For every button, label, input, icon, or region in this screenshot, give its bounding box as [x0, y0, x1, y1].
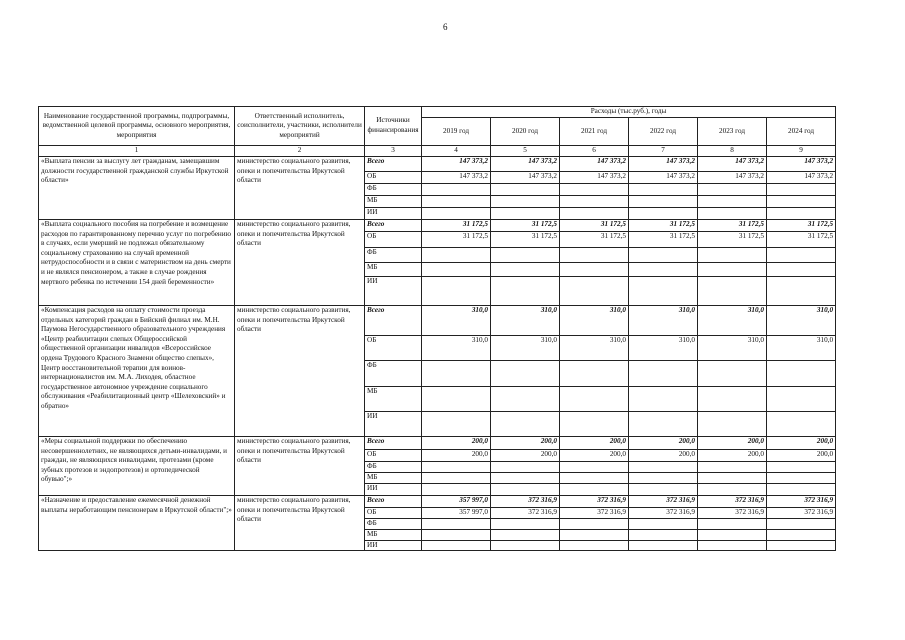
total-value: 31 172,5 — [767, 220, 836, 232]
ob-value: 372 316,9 — [698, 508, 767, 519]
empty-value — [629, 462, 698, 473]
responsible-executor: министерство социального развития, опеки и попечительства Иркутской области — [235, 306, 365, 437]
funding-source: ИИ — [365, 540, 422, 551]
total-value: 310,0 — [698, 306, 767, 336]
funding-source: ОБ — [365, 450, 422, 462]
total-value: 372 316,9 — [767, 496, 836, 508]
ob-value: 357 997,0 — [422, 508, 491, 519]
ob-value: 147 373,2 — [560, 172, 629, 184]
empty-value — [629, 361, 698, 387]
column-numbers-row — [39, 146, 836, 157]
total-value: 200,0 — [767, 437, 836, 450]
funding-source: МБ — [365, 530, 422, 541]
empty-value — [698, 530, 767, 541]
total-value: 147 373,2 — [698, 157, 767, 172]
funding-source: ФБ — [365, 184, 422, 196]
empty-value — [422, 184, 491, 196]
empty-value — [422, 196, 491, 208]
ob-value: 31 172,5 — [767, 232, 836, 248]
empty-value — [629, 277, 698, 306]
empty-value — [767, 248, 836, 263]
empty-value — [560, 361, 629, 387]
empty-value — [767, 196, 836, 208]
empty-value — [767, 462, 836, 473]
empty-value — [629, 263, 698, 277]
column-number: 1 — [39, 146, 235, 157]
total-value: 310,0 — [767, 306, 836, 336]
funding-source: ОБ — [365, 336, 422, 361]
empty-value — [698, 361, 767, 387]
empty-value — [491, 277, 560, 306]
empty-value — [491, 361, 560, 387]
measure-description: «Выплата социального пособия на погребение и возмещение расходов по гарантированному перечню услуг по погребению в случаях, если умерший не подлежал обязательному социальному страхованию на случай временной нетрудоспособности и в связи с материнством на день смерти и не являлся пенсионером, а также в случае рождения мертвого ребенка по истечении 154 дней беременности» — [39, 220, 235, 306]
empty-value — [698, 208, 767, 220]
empty-value — [767, 540, 836, 551]
ob-value: 310,0 — [767, 336, 836, 361]
total-value: 147 373,2 — [767, 157, 836, 172]
empty-value — [698, 540, 767, 551]
ob-value: 310,0 — [422, 336, 491, 361]
total-value: 372 316,9 — [698, 496, 767, 508]
ob-value: 372 316,9 — [629, 508, 698, 519]
ob-value: 200,0 — [491, 450, 560, 462]
funding-source: ИИ — [365, 208, 422, 220]
funding-source: МБ — [365, 196, 422, 208]
empty-value — [767, 530, 836, 541]
measure-description: «Компенсация расходов на оплату стоимости проезда отдельных категорий граждан в Бийский филиал им. М.Н. Паумова Негосударственного образовательного учреждения «Центр реабилитации слепых Общероссийской общественной организации инвалидов «Всероссийское ордена Трудового Красного Знамени общество слепых», Центр восстановительной терапии для воинов-интернационалистов им. М.А. Лиходея, областное государственное автономное учреждение социального обслуживания «Реабилитационный центр «Шелеховский» и обратно» — [39, 306, 235, 437]
column-number: 2 — [235, 146, 365, 157]
empty-value — [629, 184, 698, 196]
header-year: 2019 год — [422, 118, 491, 146]
column-number: 3 — [365, 146, 422, 157]
funding-source: Всего — [365, 306, 422, 336]
empty-value — [491, 462, 560, 473]
empty-value — [629, 248, 698, 263]
ob-value: 31 172,5 — [698, 232, 767, 248]
empty-value — [491, 263, 560, 277]
empty-value — [629, 196, 698, 208]
ob-value: 31 172,5 — [629, 232, 698, 248]
empty-value — [422, 387, 491, 412]
empty-value — [767, 277, 836, 306]
total-value: 31 172,5 — [560, 220, 629, 232]
empty-value — [491, 412, 560, 437]
empty-value — [560, 184, 629, 196]
ob-value: 147 373,2 — [767, 172, 836, 184]
header-sources: Источники финансирования — [365, 107, 422, 146]
empty-value — [560, 387, 629, 412]
column-number: 4 — [422, 146, 491, 157]
empty-value — [560, 462, 629, 473]
funding-source: ОБ — [365, 232, 422, 248]
table-row — [39, 157, 836, 172]
column-number: 8 — [698, 146, 767, 157]
empty-value — [629, 530, 698, 541]
total-value: 310,0 — [422, 306, 491, 336]
total-value: 200,0 — [422, 437, 491, 450]
empty-value — [560, 473, 629, 484]
ob-value: 310,0 — [560, 336, 629, 361]
empty-value — [767, 387, 836, 412]
header-year: 2021 год — [560, 118, 629, 146]
funding-source: МБ — [365, 263, 422, 277]
header-name: Наименование государственной программы, подпрограммы, ведомственной целевой программы, основного мероприятия, мероприятия — [39, 107, 235, 146]
empty-value — [491, 387, 560, 412]
empty-value — [560, 530, 629, 541]
ob-value: 31 172,5 — [491, 232, 560, 248]
header-year: 2024 год — [767, 118, 836, 146]
empty-value — [767, 519, 836, 530]
funding-source: МБ — [365, 473, 422, 484]
empty-value — [560, 519, 629, 530]
funding-source: ФБ — [365, 462, 422, 473]
table-row — [39, 306, 836, 336]
ob-value: 200,0 — [698, 450, 767, 462]
total-value: 31 172,5 — [491, 220, 560, 232]
ob-value: 147 373,2 — [698, 172, 767, 184]
empty-value — [422, 412, 491, 437]
empty-value — [560, 208, 629, 220]
ob-value: 310,0 — [491, 336, 560, 361]
header-year: 2023 год — [698, 118, 767, 146]
empty-value — [560, 540, 629, 551]
empty-value — [698, 473, 767, 484]
responsible-executor: министерство социального развития, опеки и попечительства Иркутской области — [235, 220, 365, 306]
empty-value — [422, 277, 491, 306]
empty-value — [767, 361, 836, 387]
empty-value — [422, 263, 491, 277]
empty-value — [491, 208, 560, 220]
funding-source: ИИ — [365, 277, 422, 306]
empty-value — [422, 361, 491, 387]
total-value: 310,0 — [491, 306, 560, 336]
empty-value — [629, 484, 698, 496]
empty-value — [491, 184, 560, 196]
empty-value — [698, 196, 767, 208]
empty-value — [422, 473, 491, 484]
empty-value — [698, 412, 767, 437]
column-number: 7 — [629, 146, 698, 157]
measure-description: «Меры социальной поддержки по обеспечению несовершеннолетних, не являющихся детьми-инвалидами, и граждан, не являющихся инвалидами, протезами (кроме зубных протезов и эндопротезов) и ортопедической обувью";» — [39, 437, 235, 496]
ob-value: 310,0 — [629, 336, 698, 361]
total-value: 147 373,2 — [629, 157, 698, 172]
empty-value — [698, 248, 767, 263]
budget-table — [38, 106, 836, 551]
empty-value — [629, 519, 698, 530]
ob-value: 372 316,9 — [491, 508, 560, 519]
ob-value: 372 316,9 — [767, 508, 836, 519]
funding-source: ОБ — [365, 172, 422, 184]
empty-value — [629, 387, 698, 412]
empty-value — [629, 208, 698, 220]
empty-value — [698, 263, 767, 277]
ob-value: 200,0 — [629, 450, 698, 462]
responsible-executor: министерство социального развития, опеки и попечительства Иркутской области — [235, 157, 365, 220]
header-year: 2020 год — [491, 118, 560, 146]
total-value: 372 316,9 — [629, 496, 698, 508]
empty-value — [422, 462, 491, 473]
empty-value — [560, 484, 629, 496]
ob-value: 31 172,5 — [422, 232, 491, 248]
ob-value: 200,0 — [422, 450, 491, 462]
total-value: 372 316,9 — [560, 496, 629, 508]
empty-value — [560, 263, 629, 277]
total-value: 147 373,2 — [422, 157, 491, 172]
funding-source: Всего — [365, 437, 422, 450]
header-responsible: Ответственный исполнитель, соисполнители, участники, исполнители мероприятий — [235, 107, 365, 146]
empty-value — [491, 196, 560, 208]
total-value: 372 316,9 — [491, 496, 560, 508]
column-number: 6 — [560, 146, 629, 157]
empty-value — [767, 412, 836, 437]
empty-value — [491, 248, 560, 263]
empty-value — [560, 248, 629, 263]
measure-description: «Назначение и предоставление ежемесячной денежной выплаты неработающим пенсионерам в Иркутской области";» — [39, 496, 235, 551]
empty-value — [491, 484, 560, 496]
ob-value: 200,0 — [767, 450, 836, 462]
measure-description: «Выплата пенсии за выслугу лет гражданам, замещавшим должности государственной гражданской службы Иркутской области» — [39, 157, 235, 220]
funding-source: Всего — [365, 220, 422, 232]
empty-value — [560, 196, 629, 208]
responsible-executor: министерство социального развития, опеки и попечительства Иркутской области — [235, 437, 365, 496]
empty-value — [767, 184, 836, 196]
total-value: 31 172,5 — [629, 220, 698, 232]
total-value: 200,0 — [560, 437, 629, 450]
funding-source: ИИ — [365, 412, 422, 437]
empty-value — [491, 540, 560, 551]
funding-source: ФБ — [365, 361, 422, 387]
empty-value — [767, 208, 836, 220]
header-year: 2022 год — [629, 118, 698, 146]
empty-value — [698, 519, 767, 530]
ob-value: 31 172,5 — [560, 232, 629, 248]
total-value: 147 373,2 — [560, 157, 629, 172]
empty-value — [698, 184, 767, 196]
ob-value: 147 373,2 — [422, 172, 491, 184]
empty-value — [422, 540, 491, 551]
ob-value: 372 316,9 — [560, 508, 629, 519]
total-value: 310,0 — [629, 306, 698, 336]
column-number: 9 — [767, 146, 836, 157]
funding-source: Всего — [365, 157, 422, 172]
funding-source: МБ — [365, 387, 422, 412]
empty-value — [698, 387, 767, 412]
table-row — [39, 496, 836, 508]
empty-value — [560, 412, 629, 437]
funding-source: ИИ — [365, 484, 422, 496]
total-value: 31 172,5 — [698, 220, 767, 232]
empty-value — [491, 473, 560, 484]
total-value: 310,0 — [560, 306, 629, 336]
total-value: 200,0 — [491, 437, 560, 450]
total-value: 357 997,0 — [422, 496, 491, 508]
empty-value — [422, 484, 491, 496]
empty-value — [698, 277, 767, 306]
total-value: 200,0 — [698, 437, 767, 450]
table-body — [39, 107, 836, 551]
empty-value — [422, 208, 491, 220]
empty-value — [767, 484, 836, 496]
table-row — [39, 220, 836, 232]
column-number: 5 — [491, 146, 560, 157]
empty-value — [767, 473, 836, 484]
total-value: 31 172,5 — [422, 220, 491, 232]
empty-value — [422, 530, 491, 541]
table-row — [39, 437, 836, 450]
empty-value — [698, 484, 767, 496]
empty-value — [422, 248, 491, 263]
funding-source: Всего — [365, 496, 422, 508]
empty-value — [767, 263, 836, 277]
total-value: 200,0 — [629, 437, 698, 450]
empty-value — [491, 519, 560, 530]
responsible-executor: министерство социального развития, опеки и попечительства Иркутской области — [235, 496, 365, 551]
empty-value — [422, 519, 491, 530]
empty-value — [629, 473, 698, 484]
empty-value — [629, 540, 698, 551]
page-number: 6 — [443, 22, 448, 32]
ob-value: 147 373,2 — [491, 172, 560, 184]
empty-value — [629, 412, 698, 437]
empty-value — [491, 530, 560, 541]
funding-source: ФБ — [365, 519, 422, 530]
empty-value — [560, 277, 629, 306]
ob-value: 310,0 — [698, 336, 767, 361]
total-value: 147 373,2 — [491, 157, 560, 172]
ob-value: 200,0 — [560, 450, 629, 462]
ob-value: 147 373,2 — [629, 172, 698, 184]
empty-value — [698, 462, 767, 473]
header-row-1 — [39, 107, 836, 118]
funding-source: ФБ — [365, 248, 422, 263]
funding-source: ОБ — [365, 508, 422, 519]
header-expenses: Расходы (тыс.руб.), годы — [422, 107, 836, 118]
